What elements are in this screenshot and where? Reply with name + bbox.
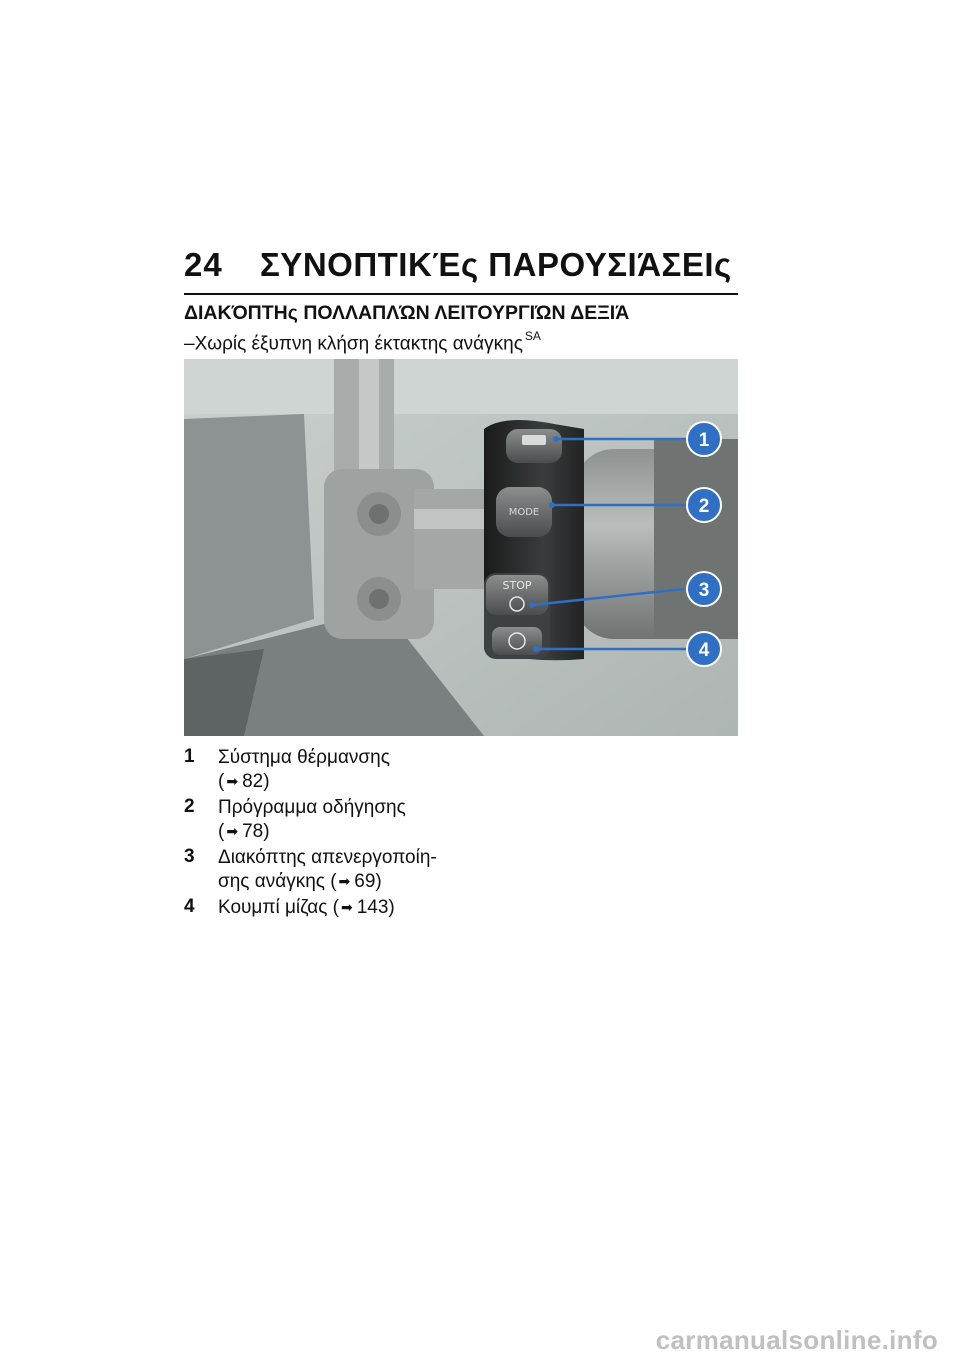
legend-item-1 bbox=[184, 746, 504, 794]
callout-2: 2 bbox=[698, 496, 710, 517]
legend-item-4 bbox=[184, 896, 504, 920]
legend-label: Διακόπτης απενεργοποίη- bbox=[218, 847, 437, 868]
callout-3: 3 bbox=[698, 580, 710, 601]
legend-page-ref[interactable]: 143) bbox=[356, 897, 395, 918]
section-title: ΔΙΑΚΌΠΤΗς ΠΟΛΛΑΠΛΏΝ ΛΕΙΤΟΥΡΓΙΏΝ ΔΕΞΙΆ bbox=[184, 302, 630, 324]
legend-ref-prefix: σης ανάγκης ( bbox=[218, 871, 337, 892]
page-header bbox=[184, 246, 738, 286]
legend-page-ref[interactable]: 78) bbox=[242, 821, 270, 842]
legend-label: Κουμπί μίζας ( bbox=[218, 897, 339, 918]
handlebar-switch-photo bbox=[184, 359, 738, 736]
legend-num: 1 bbox=[184, 746, 195, 767]
page-number: 24 bbox=[184, 246, 223, 283]
page-ref-arrow-icon: ➡ bbox=[226, 823, 239, 839]
legend-ref-prefix: ( bbox=[218, 771, 225, 792]
header-rule bbox=[184, 293, 738, 295]
subtitle bbox=[184, 331, 541, 355]
page-ref-arrow-icon: ➡ bbox=[340, 899, 353, 915]
legend-item-2 bbox=[184, 796, 504, 844]
legend-item-3 bbox=[184, 846, 504, 894]
legend-label: Σύστημα θέρμανσης bbox=[218, 747, 390, 768]
page-ref-arrow-icon: ➡ bbox=[226, 773, 239, 789]
chapter-title: ΣΥΝΟΠΤΙΚΈς ΠΑΡΟΥΣΙΆΣΕΙς bbox=[260, 246, 732, 283]
legend-list bbox=[184, 746, 504, 922]
subtitle-sup: SA bbox=[524, 329, 541, 343]
legend-page-ref[interactable]: 82) bbox=[242, 771, 270, 792]
legend-num: 2 bbox=[184, 796, 195, 817]
legend-num: 4 bbox=[184, 896, 195, 917]
stop-button-label: STOP bbox=[502, 579, 532, 592]
legend-num: 3 bbox=[184, 846, 195, 867]
watermark: carmanualsonline.info bbox=[655, 1325, 938, 1355]
legend-page-ref[interactable]: 69) bbox=[354, 871, 382, 892]
legend-label: Πρόγραμμα οδήγησης bbox=[218, 797, 406, 818]
page-ref-arrow-icon: ➡ bbox=[338, 873, 351, 889]
subtitle-text: –Χωρίς έξυπνη κλήση έκτακτης ανάγκης bbox=[184, 333, 523, 355]
callout-1: 1 bbox=[698, 430, 710, 451]
callout-4: 4 bbox=[698, 640, 710, 661]
legend-ref-prefix: ( bbox=[218, 821, 225, 842]
mode-button-label: MODE bbox=[508, 507, 540, 518]
